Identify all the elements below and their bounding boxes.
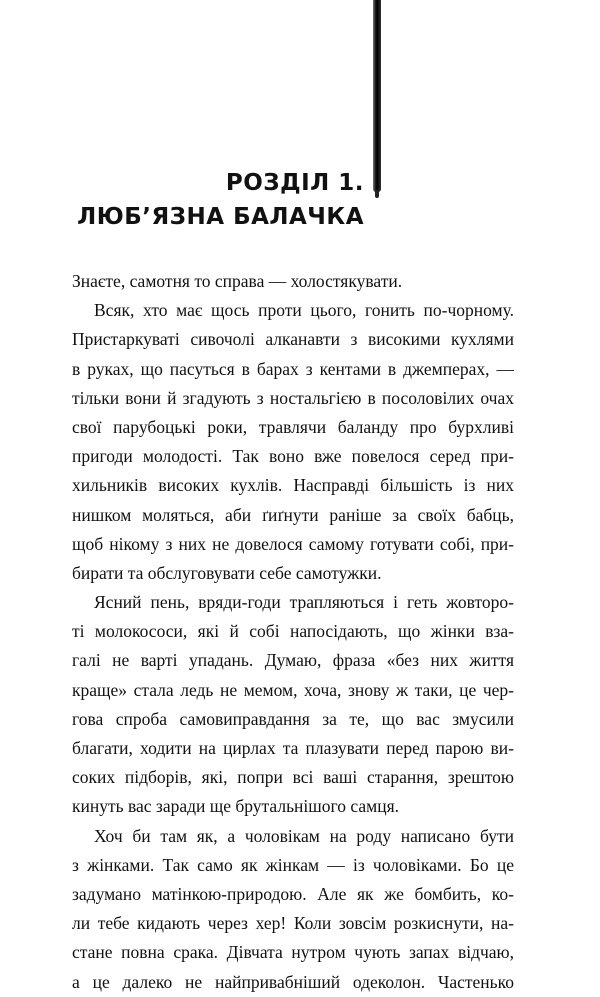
text-line: бирати та обслуговувати себе самотужки. — [72, 562, 382, 583]
text-line: хильників високих кухлів. Насправді більшість із них — [72, 475, 514, 496]
text-line: стане повна срака. Дівчата нутром чують запах відчаю, — [72, 942, 514, 963]
text-line: ті молокососи, які й собі напосідають, що жінки вза- — [72, 621, 514, 642]
text-line: соких підборів, які, попри всі ваші старання, зрештою — [72, 767, 514, 788]
text-line: а це далеко не найпривабніший одеколон. Частенько — [72, 971, 514, 992]
text-line: Всяк, хто має щось проти цього, гонить по-чорному. — [94, 300, 514, 321]
chapter-title: ЛЮБ’ЯЗНА БАЛАЧКА — [77, 204, 364, 230]
text-line: тільки вони й згадують з ностальгією в посоловілих очах — [72, 387, 514, 408]
text-line: галі не варті упадань. Думаю, фраза «без них життя — [72, 650, 514, 671]
text-line: Ясний пень, вряди-годи трапляються і геть жовторо- — [94, 592, 514, 613]
text-line: щоб нікому з них не довелося самому готувати собі, при- — [72, 533, 514, 554]
text-line: благати, ходити на цирлах та плазувати перед парою ви- — [72, 738, 514, 758]
text-line: Хоч би там як, а чоловікам на роду написано бути — [94, 825, 514, 846]
text-line: ли тебе кидають через хер! Коли зовсім розкиснути, на- — [72, 913, 514, 934]
bookmark-ribbon — [373, 0, 381, 192]
text-line: Пристаркуваті сивочолі алканавти з високими кухлями — [72, 329, 514, 350]
chapter-number: РОЗДІЛ 1. — [225, 170, 364, 196]
text-line: краще» стала ледь не мемом, хоча, знову ж таки, це чер- — [72, 679, 514, 700]
text-line: свої парубоцькі роки, травлячи баланду про бурхливі — [72, 416, 514, 437]
text-line: гова спроба самовиправдання за те, що вас змусили — [72, 708, 514, 729]
text-line: в руках, що пасуться в барах з кентами в джемперах, — — [72, 358, 514, 379]
text-line: з жінками. Так само як жінкам — із чоловіками. Бо це — [72, 854, 514, 875]
chapter-heading — [77, 166, 364, 234]
text-line: нишком моляться, аби ґиґнути раніше за своїх бабць, — [72, 504, 514, 525]
text-line: задумано матінкою-природою. Але як же бомбить, ко- — [72, 883, 514, 904]
text-line: кинуть вас заради ще брутальнішого самця. — [72, 796, 399, 817]
text-line: пригоди молодості. Так воно вже повелося серед при- — [72, 446, 514, 467]
body-text — [72, 267, 514, 997]
text-line: Знаєте, самотня то справа — холостякувати. — [72, 271, 403, 291]
